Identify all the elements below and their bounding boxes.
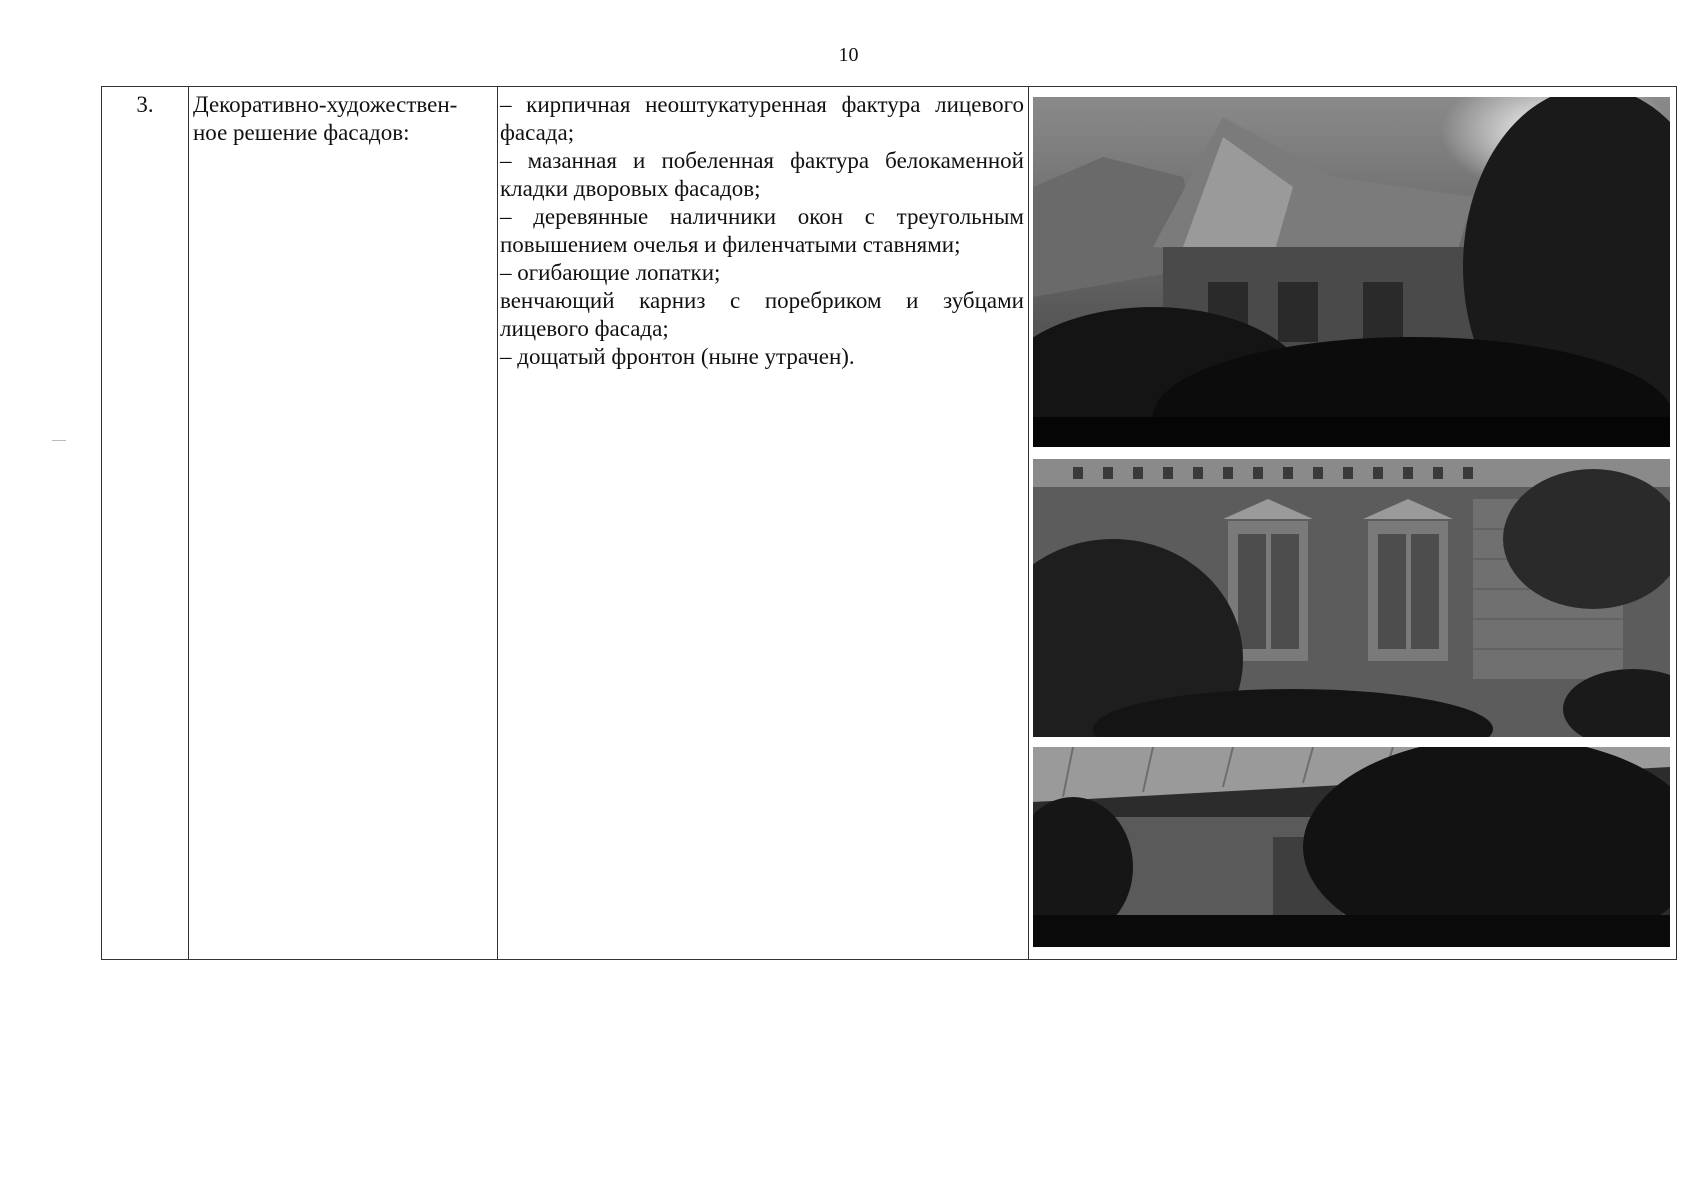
- features-cell: [498, 87, 1029, 960]
- feature-item: – кирпичная неоштукатуренная фактура лицевого фасада;: [500, 92, 1024, 145]
- feature-item: – деревянные наличники окон с треугольным повышением очелья и филенчатыми ставнями;: [500, 204, 1024, 257]
- facade-photo-house: [1033, 97, 1670, 447]
- feature-item: – мазанная и побеленная фактура белокаменной кладки дворовых фасадов;: [500, 148, 1024, 201]
- facade-photo-yard: [1033, 747, 1670, 947]
- margin-mark: [52, 440, 66, 441]
- photo-stack: [1029, 87, 1676, 959]
- features-table: [101, 86, 1677, 960]
- facade-photo-brick: [1033, 459, 1670, 737]
- row-title: Декоративно-художествен-ное решение фасадов:: [193, 92, 458, 145]
- feature-item: – дощатый фронтон (ныне утрачен).: [500, 344, 855, 369]
- photos-cell: [1029, 87, 1677, 960]
- table-row: [102, 87, 1677, 960]
- features-list: [498, 87, 1028, 371]
- yard-photo-image: [1033, 747, 1670, 947]
- brick-photo-image: [1033, 459, 1670, 737]
- row-number: 3.: [136, 92, 154, 117]
- feature-item: венчающий карниз с поребриком и зубцами лицевого фасада;: [500, 288, 1024, 341]
- page-number: 10: [838, 44, 859, 66]
- feature-item: – огибающие лопатки;: [500, 260, 721, 285]
- house-photo-image: [1033, 97, 1670, 447]
- row-number-cell: [102, 87, 189, 960]
- row-title-cell: [189, 87, 498, 960]
